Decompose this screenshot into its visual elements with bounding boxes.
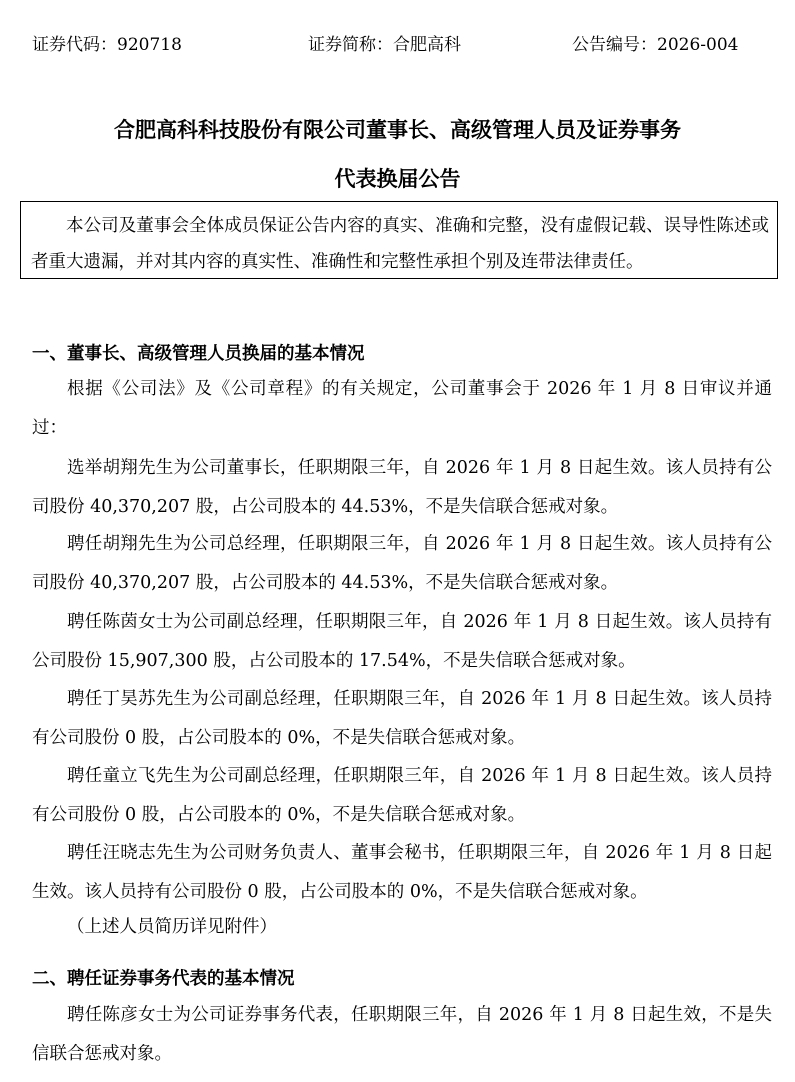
stock-code: 证券代码：920718 [32,35,182,55]
document-title-line-1: 合肥高科科技股份有限公司董事长、高级管理人员及证券事务 [114,117,681,142]
section-1-intro: 根据《公司法》及《公司章程》的有关规定，公司董事会于 2026 年 1 月 8 日审议并通过： [32,379,772,438]
appointment-paragraph: 选举胡翔先生为公司董事长，任职期限三年，自 2026 年 1 月 8 日起生效。该人员持有公司股份 40,370,207 股，占公司股本的 44.53%，不是失信联合惩戒对象。 [32,458,772,517]
document-header [0,30,795,58]
appointment-paragraph: 聘任汪晓志先生为公司财务负责人、董事会秘书，任职期限三年，自 2026 年 1 月 8 日起生效。该人员持有公司股份 0 股，占公司股本的 0%，不是失信联合惩戒对象。 [32,843,772,902]
appointment-paragraph: 聘任陈茵女士为公司副总经理，任职期限三年，自 2026 年 1 月 8 日起生效。该人员持有公司股份 15,907,300 股，占公司股本的 17.54%，不是失信联合惩戒对象。 [32,612,772,671]
document-title-line-2: 代表换届公告 [334,166,461,191]
disclaimer-box: 本公司及董事会全体成员保证公告内容的真实、准确和完整，没有虚假记载、误导性陈述或者重大遗漏，并对其内容的真实性、准确性和完整性承担个别及连带法律责任。 [20,201,778,279]
section-1-heading: 一、董事长、高级管理人员换届的基本情况 [32,344,365,364]
appointment-paragraph: 聘任童立飞先生为公司副总经理，任职期限三年，自 2026 年 1 月 8 日起生效。该人员持有公司股份 0 股，占公司股本的 0%，不是失信联合惩戒对象。 [32,766,772,825]
appointment-paragraph: 聘任胡翔先生为公司总经理，任职期限三年，自 2026 年 1 月 8 日起生效。该人员持有公司股份 40,370,207 股，占公司股本的 44.53%，不是失信联合惩戒对象。 [32,534,772,593]
resume-note: （上述人员简历详见附件） [67,917,277,937]
stock-short-name: 证券简称：合肥高科 [308,35,461,55]
section-2-paragraph: 聘任陈彦女士为公司证券事务代表，任职期限三年，自 2026 年 1 月 8 日起生效，不是失信联合惩戒对象。 [32,1005,772,1064]
appointment-paragraph: 聘任丁昊苏先生为公司副总经理，任职期限三年，自 2026 年 1 月 8 日起生效。该人员持有公司股份 0 股，占公司股本的 0%，不是失信联合惩戒对象。 [32,689,772,748]
section-2-heading: 二、聘任证券事务代表的基本情况 [32,969,295,989]
notice-number: 公告编号：2026-004 [572,35,739,55]
